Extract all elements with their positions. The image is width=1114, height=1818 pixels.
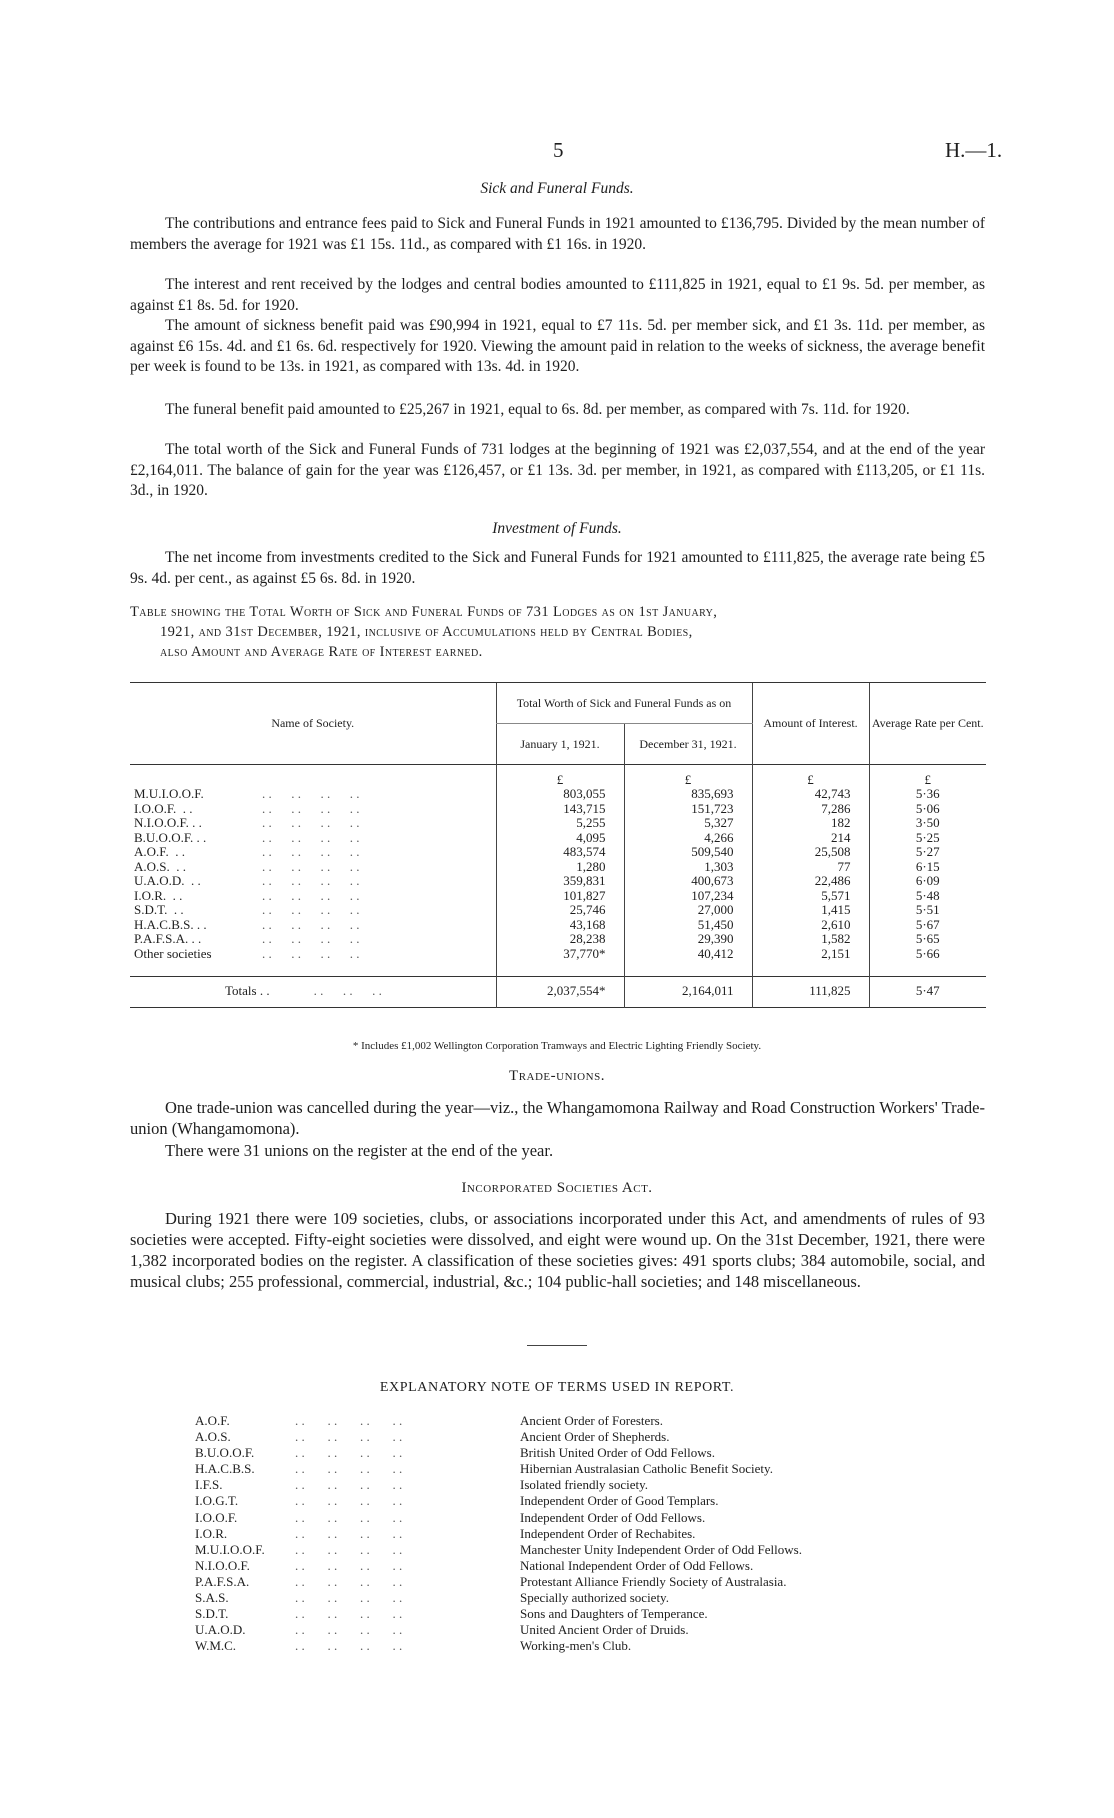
dot-leader: . . . . . . . . [262, 945, 360, 961]
currency-symbol: £ [752, 765, 869, 788]
dec-value: 835,693 [624, 787, 752, 802]
interest-value: 2,610 [752, 918, 869, 933]
dot-leader: . . . . . . . . [295, 1638, 403, 1654]
society-name-text: S.D.T. . . [134, 902, 184, 917]
dec-value: 151,723 [624, 802, 752, 817]
sick-funeral-paragraph: The funeral benefit paid amounted to £25,267 in 1921, equal to 6s. 8d. per member, as compared with 7s. 11d. for 1920. [165, 401, 910, 418]
rate-value: 5·51 [869, 903, 986, 918]
interest-value: 25,508 [752, 845, 869, 860]
abbreviation-meaning: Ancient Order of Foresters. [520, 1413, 663, 1428]
abbreviation-row [195, 1413, 920, 1429]
table-row [130, 932, 986, 947]
dec-value: 400,673 [624, 874, 752, 889]
society-name [130, 947, 496, 962]
rate-value: 5·27 [869, 845, 986, 860]
dec-value: 51,450 [624, 918, 752, 933]
dec-value: 4,266 [624, 831, 752, 846]
dot-leader: . . . . . . . . [295, 1525, 403, 1541]
dot-leader: . . . . . . . . [295, 1606, 403, 1622]
abbreviation-row [195, 1445, 920, 1461]
currency-symbol: £ [869, 765, 986, 788]
dot-leader: . . . . . . . . [295, 1622, 403, 1638]
abbreviation-row [195, 1622, 920, 1638]
abbreviation-meaning: Independent Order of Rechabites. [520, 1525, 696, 1541]
table-caption [130, 602, 985, 662]
society-name-text: H.A.C.B.S. . . [134, 916, 207, 932]
page-number: 5 [553, 138, 564, 162]
incorporated-paragraph: During 1921 there were 109 societies, clubs, or associations incorporated under this Act, and amendments of rules of 93 societies were accepted. Fifty-eight societies were dissolved, and eight were wound up. On the 31st December, 1921, there were 1,382 incorporated bodies on the register. A classification of these societies gives: 491 sports clubs; 384 automobile, social, and musical clubs; 255 professional, commercial, industrial, &c.; 104 public-hall societies; and 148 miscellaneous. [130, 1209, 985, 1291]
dot-leader: . . . . . . . . [262, 931, 360, 946]
rate-value: 6·09 [869, 874, 986, 889]
society-name-text: N.I.O.O.F. . . [134, 815, 202, 830]
society-name [130, 918, 496, 933]
totals-jan: 2,037,554* [496, 976, 624, 1007]
abbreviation-code: A.O.F. [195, 1413, 230, 1428]
table-row [130, 845, 986, 860]
society-name-text: U.A.O.D. . . [134, 873, 201, 888]
abbreviation-meaning: Sons and Daughters of Temperance. [520, 1606, 708, 1622]
abbreviation-row [195, 1558, 920, 1574]
table-row [130, 889, 986, 904]
abbreviation-meaning: National Independent Order of Odd Fellows. [520, 1557, 754, 1573]
society-name-text: A.O.S. . . [134, 858, 187, 874]
totals-row [130, 976, 986, 1007]
table-footnote: * Includes £1,002 Wellington Corporation Tramways and Electric Lighting Friendly Society. [352, 1040, 762, 1052]
society-name [130, 860, 496, 875]
abbreviation-code: M.U.I.O.O.F. [195, 1541, 265, 1557]
rate-value: 5·48 [869, 889, 986, 904]
society-name [130, 802, 496, 817]
column-header-rate: Average Rate per Cent. [869, 683, 986, 765]
jan-value: 5,255 [496, 816, 624, 831]
totals-label [130, 976, 496, 1007]
society-funds-table [130, 682, 986, 1010]
table-row [130, 802, 986, 817]
abbreviation-code: S.D.T. [195, 1606, 229, 1622]
abbreviation-meaning: Manchester Unity Independent Order of Odd Fellows. [520, 1541, 802, 1557]
dot-leader: . . . . . . . . [295, 1461, 403, 1477]
abbreviation-meaning: Independent Order of Good Templars. [520, 1493, 719, 1509]
interest-value: 42,743 [752, 787, 869, 802]
jan-value: 37,770* [496, 947, 624, 962]
table-row [130, 903, 986, 918]
rate-value: 5·65 [869, 932, 986, 947]
totals-interest: 111,825 [752, 976, 869, 1007]
dot-leader: . . . . . . . . [295, 1573, 403, 1589]
currency-symbol: £ [496, 765, 624, 788]
interest-value: 214 [752, 831, 869, 846]
abbreviation-meaning: Protestant Alliance Friendly Society of Australasia. [520, 1573, 787, 1589]
abbreviation-meaning: United Ancient Order of Druids. [520, 1622, 689, 1638]
dot-leader: . . . . . . . . [262, 873, 360, 888]
totals-dec: 2,164,011 [624, 976, 752, 1007]
table-caption-line: Table showing the Total Worth of Sick and Funeral Funds of 731 Lodges as on 1st January, [130, 604, 718, 620]
society-name-text: B.U.O.O.F. . . [134, 829, 207, 845]
dot-leader: . . . . . . . . [295, 1509, 403, 1525]
abbreviation-code: P.A.F.S.A. [195, 1573, 250, 1589]
abbreviation-code: W.M.C. [195, 1638, 237, 1654]
abbreviation-row [195, 1526, 920, 1542]
abbreviation-row [195, 1574, 920, 1590]
society-name [130, 787, 496, 802]
dot-leader: . . . . . . . . [295, 1413, 403, 1428]
investment-title: Investment of Funds. [492, 520, 622, 537]
society-name [130, 932, 496, 947]
dec-value: 27,000 [624, 903, 752, 918]
abbreviation-meaning: Hibernian Australasian Catholic Benefit Society. [520, 1461, 773, 1477]
society-name-text: P.A.F.S.A. . . [134, 931, 202, 946]
interest-value: 1,582 [752, 932, 869, 947]
interest-value: 5,571 [752, 889, 869, 904]
dec-value: 29,390 [624, 932, 752, 947]
jan-value: 28,238 [496, 932, 624, 947]
dot-leader: . . . . . . . . [295, 1429, 403, 1445]
column-header-interest: Amount of Interest. [752, 683, 869, 765]
abbreviation-code: I.O.G.T. [195, 1493, 239, 1509]
dec-value: 107,234 [624, 889, 752, 904]
society-name [130, 845, 496, 860]
dec-value: 509,540 [624, 845, 752, 860]
abbreviation-code: I.O.O.F. [195, 1509, 238, 1525]
column-header-total-worth: Total Worth of Sick and Funeral Funds as on [496, 683, 752, 724]
abbreviation-code: B.U.O.O.F. [195, 1445, 255, 1461]
column-header-jan: January 1, 1921. [496, 724, 624, 765]
abbreviation-list [195, 1413, 920, 1654]
dot-leader: . . . . . . . . [262, 800, 360, 816]
currency-symbol: £ [624, 765, 752, 788]
interest-value: 77 [752, 860, 869, 875]
dot-leader: . . . . . . . . [262, 829, 360, 845]
document-code: H.—1. [945, 138, 1003, 162]
section-divider [527, 1345, 587, 1346]
jan-value: 4,095 [496, 831, 624, 846]
abbreviation-meaning: British United Order of Odd Fellows. [520, 1445, 715, 1461]
sick-funeral-paragraph: The total worth of the Sick and Funeral Funds of 731 lodges at the beginning of 1921 was £2,037,554, and at the end of the year £2,164,011. The balance of gain for the year was £126,457, or £1 13s. 3d. per member, in 1921, as compared with £113,205, or £1 11s. 3d., in 1920. [130, 441, 985, 499]
society-name-text: Other societies [134, 945, 212, 961]
dot-leader: . . . . . . . . [262, 902, 360, 917]
dot-leader: . . . . . . . . [262, 786, 360, 801]
dot-leader: . . . . . . . . [262, 815, 360, 830]
abbreviation-code: U.A.O.D. [195, 1622, 246, 1638]
abbreviation-row [195, 1590, 920, 1606]
abbreviation-meaning: Ancient Order of Shepherds. [520, 1429, 670, 1445]
table-row [130, 874, 986, 889]
jan-value: 483,574 [496, 845, 624, 860]
abbreviation-row [195, 1542, 920, 1558]
society-name-text: I.O.R. . . [134, 887, 183, 903]
society-name [130, 889, 496, 904]
jan-value: 25,746 [496, 903, 624, 918]
dot-leader: . . . . . . . . [295, 1541, 403, 1557]
abbreviation-meaning: Independent Order of Odd Fellows. [520, 1509, 706, 1525]
totals-rate: 5·47 [869, 976, 986, 1007]
abbreviation-meaning: Working-men's Club. [520, 1638, 632, 1654]
abbreviation-code: S.A.S. [195, 1590, 229, 1606]
interest-value: 7,286 [752, 802, 869, 817]
rate-value: 5·66 [869, 947, 986, 962]
sick-funeral-paragraph: The contributions and entrance fees paid to Sick and Funeral Funds in 1921 amounted to £136,795. Divided by the mean number of members the average for 1921 was £1 15s. 11d., as compared with £1 16s. in 1920. [130, 215, 985, 253]
rate-value: 6·15 [869, 860, 986, 875]
trade-unions-paragraph: There were 31 unions on the register at the end of the year. [165, 1141, 554, 1160]
table-row [130, 816, 986, 831]
jan-value: 803,055 [496, 787, 624, 802]
table-row [130, 947, 986, 962]
abbreviation-meaning: Isolated friendly society. [520, 1477, 649, 1493]
sick-funeral-title: Sick and Funeral Funds. [480, 180, 634, 197]
jan-value: 359,831 [496, 874, 624, 889]
society-name [130, 874, 496, 889]
trade-unions-paragraph: One trade-union was cancelled during the year—viz., the Whangamomona Railway and Road Construction Workers' Trade-union (Whangamomona). [130, 1098, 985, 1138]
dot-leader: . . . . . . . . [295, 1590, 403, 1606]
abbreviation-row [195, 1606, 920, 1622]
table-row [130, 787, 986, 802]
society-name [130, 816, 496, 831]
abbreviation-code: N.I.O.O.F. [195, 1557, 250, 1573]
rate-value: 5·36 [869, 787, 986, 802]
society-name-text: A.O.F. . . [134, 844, 185, 859]
incorporated-title: Incorporated Societies Act. [461, 1180, 653, 1196]
abbreviation-meaning: Specially authorized society. [520, 1590, 669, 1606]
abbreviation-code: I.O.R. [195, 1525, 228, 1541]
dot-leader: . . . . . . . . [295, 1477, 403, 1493]
society-name-text: I.O.O.F. . . [134, 800, 193, 816]
trade-unions-title: Trade-unions. [509, 1068, 605, 1084]
society-name-text: M.U.I.O.O.F. [134, 786, 204, 801]
abbreviation-row [195, 1429, 920, 1445]
dec-value: 5,327 [624, 816, 752, 831]
abbreviation-row [195, 1638, 920, 1654]
interest-value: 2,151 [752, 947, 869, 962]
dot-leader: . . . . . . . . [262, 858, 360, 874]
table-caption-line: also Amount and Average Rate of Interest earned. [160, 644, 483, 660]
rate-value: 5·06 [869, 802, 986, 817]
totals-leader: . . . . . . [313, 983, 382, 999]
sick-funeral-paragraph: The amount of sickness benefit paid was £90,994 in 1921, equal to £7 11s. 5d. per member sick, and £1 3s. 11d. per member, as against £6 15s. 4d. and £1 6s. 6d. respectively for 1920. Viewing the amount paid in relation to the weeks of sickness, the average benefit per week is found to be 13s. in 1921, as compared with 13s. 4d. in 1920. [130, 317, 985, 375]
table-row [130, 918, 986, 933]
abbreviation-code: H.A.C.B.S. [195, 1461, 255, 1477]
dot-leader: . . . . . . . . [262, 844, 360, 859]
society-name [130, 903, 496, 918]
abbreviation-row [195, 1477, 920, 1493]
rate-value: 5·25 [869, 831, 986, 846]
rate-value: 5·67 [869, 918, 986, 933]
abbreviation-row [195, 1493, 920, 1509]
column-header-dec: December 31, 1921. [624, 724, 752, 765]
sick-funeral-paragraph: The interest and rent received by the lodges and central bodies amounted to £111,825 in 1921, equal to £1 9s. 5d. per member, as against £1 8s. 5d. for 1920. [130, 276, 985, 314]
investment-paragraph: The net income from investments credited to the Sick and Funeral Funds for 1921 amounted to £111,825, the average rate being £5 9s. 4d. per cent., as against £5 6s. 8d. in 1920. [130, 549, 985, 587]
jan-value: 1,280 [496, 860, 624, 875]
dot-leader: . . . . . . . . [262, 916, 360, 932]
dot-leader: . . . . . . . . [295, 1493, 403, 1509]
table-row [130, 860, 986, 875]
jan-value: 101,827 [496, 889, 624, 904]
jan-value: 143,715 [496, 802, 624, 817]
rate-value: 3·50 [869, 816, 986, 831]
explanatory-title: EXPLANATORY NOTE OF TERMS USED IN REPORT. [379, 1380, 735, 1395]
jan-value: 43,168 [496, 918, 624, 933]
dec-value: 1,303 [624, 860, 752, 875]
society-name [130, 831, 496, 846]
dot-leader: . . . . . . . . [262, 887, 360, 903]
abbreviation-code: I.F.S. [195, 1477, 223, 1493]
dot-leader: . . . . . . . . [295, 1445, 403, 1461]
totals-label-text: Totals . . [225, 983, 270, 999]
table-row [130, 831, 986, 846]
abbreviation-row [195, 1510, 920, 1526]
interest-value: 1,415 [752, 903, 869, 918]
abbreviation-code: A.O.S. [195, 1429, 231, 1445]
interest-value: 22,486 [752, 874, 869, 889]
dot-leader: . . . . . . . . [295, 1557, 403, 1573]
table-caption-line: 1921, and 31st December, 1921, inclusive of Accumulations held by Central Bodies, [160, 624, 693, 640]
dec-value: 40,412 [624, 947, 752, 962]
column-header-name: Name of Society. [130, 683, 496, 765]
abbreviation-row [195, 1461, 920, 1477]
interest-value: 182 [752, 816, 869, 831]
